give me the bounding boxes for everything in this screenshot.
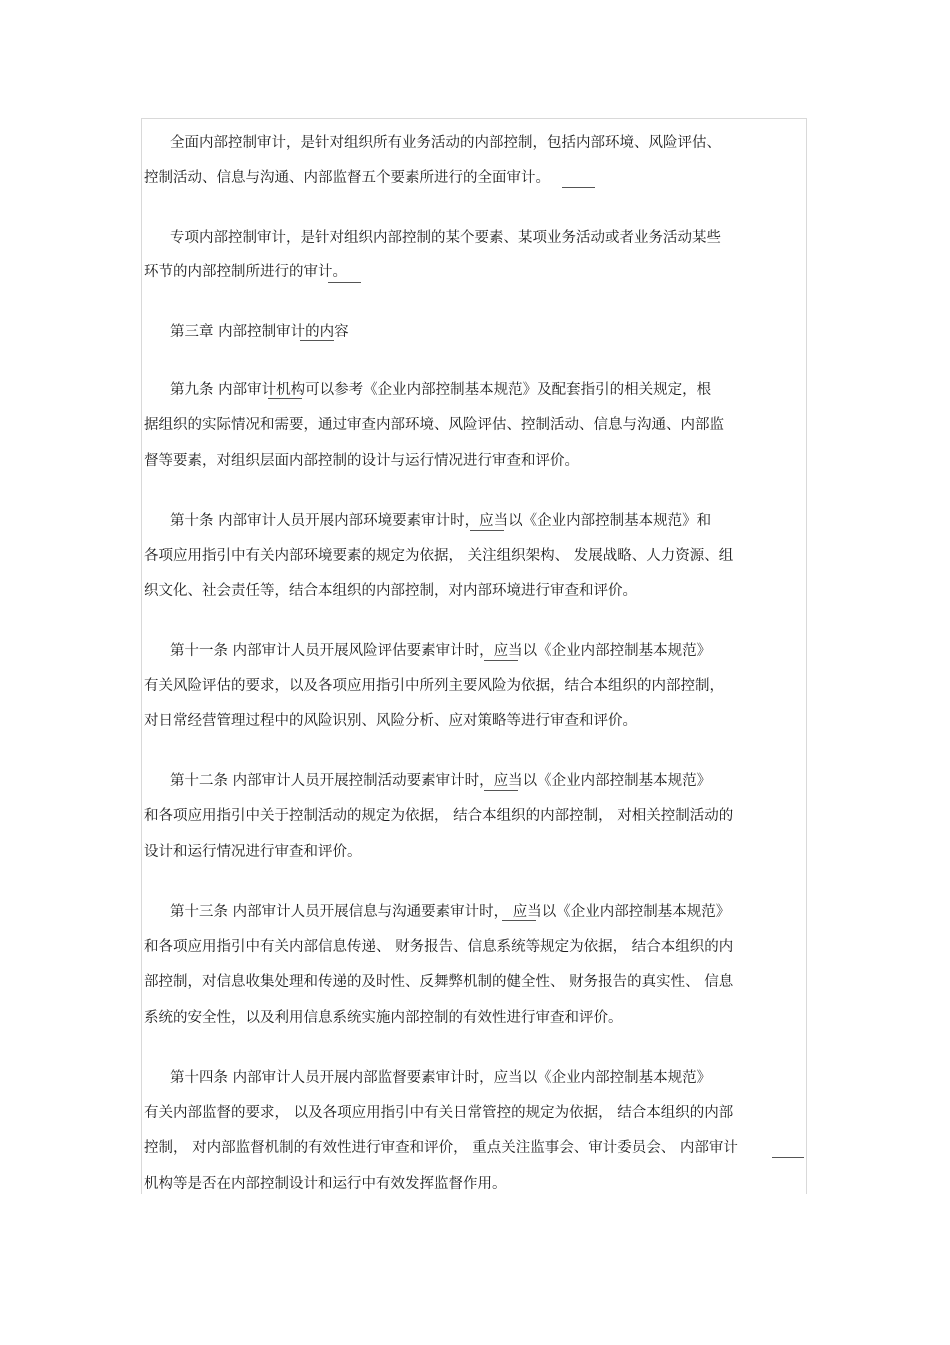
text-line-20: 部控制，对信息收集处理和传递的及时性、反舞弊机制的健全性、 财务报告的真实性、 信息 (144, 974, 734, 990)
underline-mark (328, 282, 361, 283)
text-line-17: 设计和运行情况进行审查和评价。 (144, 844, 362, 860)
text-line-25: 机构等是否在内部控制设计和运行中有效发挥监督作用。 (144, 1176, 507, 1192)
text-line-7: 据组织的实际情况和需要，通过审查内部环境、风险评估、控制活动、信息与沟通、内部监 (144, 417, 724, 433)
text-line-11: 织文化、社会责任等，结合本组织的内部控制，对内部环境进行审查和评价。 (144, 583, 637, 599)
underline-mark (484, 660, 518, 661)
underline-mark (470, 530, 504, 531)
text-line-19: 和各项应用指引中有关内部信息传递、 财务报告、信息系统等规定为依据， 结合本组织的内 (144, 939, 734, 955)
text-line-9: 第十条 内部审计人员开展内部环境要素审计时，应当以《企业内部控制基本规范》和 (170, 513, 712, 529)
text-line-14: 对日常经营管理过程中的风险识别、风险分析、应对策略等进行审查和评价。 (144, 713, 637, 729)
text-line-2: 控制活动、信息与沟通、内部监督五个要素所进行的全面审计。 (144, 170, 550, 186)
text-line-6: 第九条 内部审计机构可以参考《企业内部控制基本规范》及配套指引的相关规定，根 (170, 382, 712, 398)
text-line-21: 系统的安全性，以及利用信息系统实施内部控制的有效性进行审查和评价。 (144, 1010, 623, 1026)
text-line-12: 第十一条 内部审计人员开展风险评估要素审计时，应当以《企业内部控制基本规范》 (170, 643, 712, 659)
underline-mark (268, 398, 302, 399)
text-line-15: 第十二条 内部审计人员开展控制活动要素审计时，应当以《企业内部控制基本规范》 (170, 773, 712, 789)
text-line-13: 有关风险评估的要求，以及各项应用指引中所列主要风险为依据，结合本组织的内部控制， (144, 678, 724, 694)
chapter-heading: 第三章 内部控制审计的内容 (170, 324, 349, 340)
text-line-18: 第十三条 内部审计人员开展信息与沟通要素审计时， 应当以《企业内部控制基本规范》 (170, 904, 731, 920)
text-line-1: 全面内部控制审计，是针对组织所有业务活动的内部控制，包括内部环境、风险评估、 (170, 135, 721, 151)
text-line-8: 督等要素，对组织层面内部控制的设计与运行情况进行审查和评价。 (144, 453, 579, 469)
text-line-23: 有关内部监督的要求， 以及各项应用指引中有关日常管控的规定为依据， 结合本组织的内部 (144, 1105, 734, 1121)
text-line-24: 控制， 对内部监督机制的有效性进行审查和评价， 重点关注监事会、审计委员会、 内部审计 (144, 1140, 738, 1156)
text-line-4: 环节的内部控制所进行的审计。 (144, 264, 347, 280)
underline-mark (502, 920, 536, 921)
underline-mark (562, 187, 595, 188)
text-line-10: 各项应用指引中有关内部环境要素的规定为依据， 关注组织架构、 发展战略、人力资源、组 (144, 548, 734, 564)
text-line-3: 专项内部控制审计，是针对组织内部控制的某个要素、某项业务活动或者业务活动某些 (170, 230, 721, 246)
underline-mark (300, 340, 334, 341)
text-line-22: 第十四条 内部审计人员开展内部监督要素审计时，应当以《企业内部控制基本规范》 (170, 1070, 712, 1086)
underline-mark (484, 790, 518, 791)
underline-mark (772, 1157, 804, 1158)
text-line-16: 和各项应用指引中关于控制活动的规定为依据， 结合本组织的内部控制， 对相关控制活动的 (144, 808, 734, 824)
